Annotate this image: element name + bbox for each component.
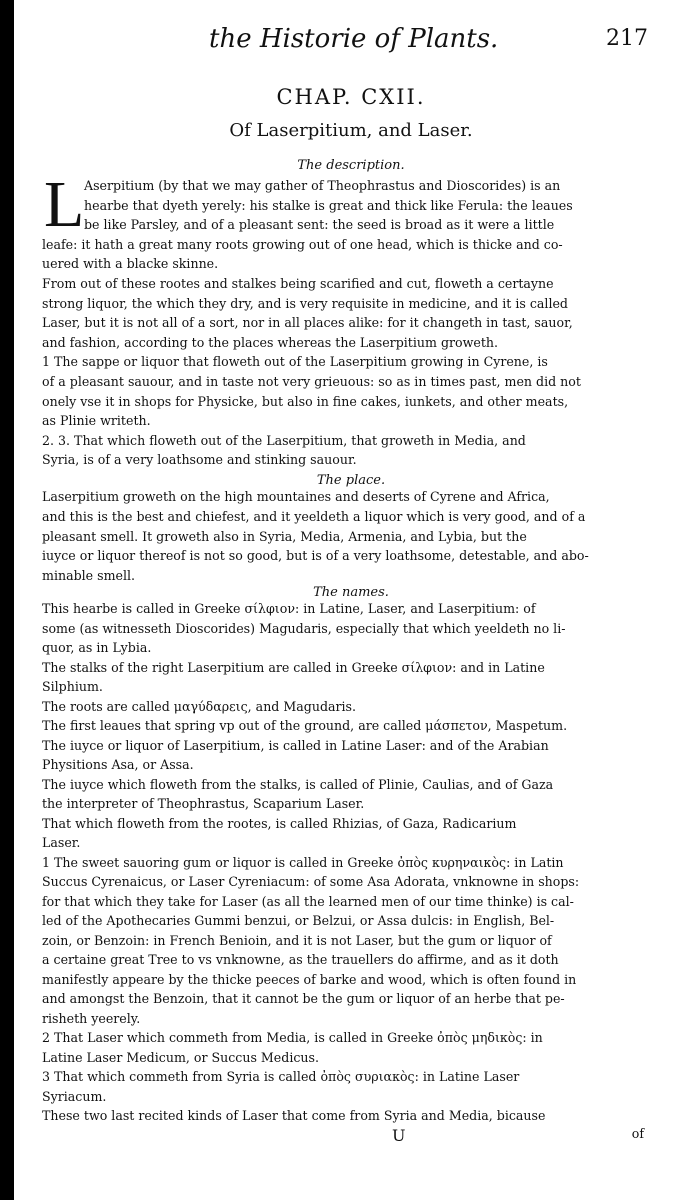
signature-mark: U: [392, 1126, 406, 1145]
text-line: as Plinie writeth.: [42, 413, 151, 429]
text-line: minable smell.: [42, 568, 136, 584]
text-line: Syria, is of a very loathsome and stinking sauour.: [42, 452, 357, 468]
page-number: 217: [606, 26, 648, 51]
text-line: for that which they take for Laser (as all the learned men of our time thinke) is cal-: [42, 893, 574, 909]
text-line: manifestly appeare by the thicke peeces of barke and wood, which is often found in: [42, 971, 577, 987]
text-line: The iuyce or liquor of Laserpitium, is called in Latine Laser: and of the Arabian: [42, 737, 549, 753]
text-line: The first leaues that spring vp out of the ground, are called μάσπετον, Maspetum.: [42, 718, 568, 733]
text-line: strong liquor, the which they dry, and is very requisite in medicine, and it is called: [42, 295, 568, 311]
running-title: the Historie of Plants.: [209, 24, 499, 54]
text-line: and amongst the Benzoin, that it cannot be the gum or liquor of an herbe that pe-: [42, 991, 565, 1006]
text-line: iuyce or liquor thereof is not so good, but is of a very loathsome, detestable, and abo-: [42, 548, 589, 564]
text-line: Laserpitium groweth on the high mountaines and deserts of Cyrene and Africa,: [42, 489, 550, 504]
text-line: The roots are called μαγύδαρεις, and Magudaris.: [42, 698, 357, 714]
text-line: and fashion, according to the places whereas the Laserpitium groweth.: [42, 334, 499, 350]
text-line: Succus Cyrenaicus, or Laser Cyreniacum: of some Asa Adorata, vnknowne in shops:: [42, 874, 580, 889]
text-line: leafe: it hath a great many roots growing out of one head, which is thicke and co-: [42, 236, 563, 252]
text-line: zoin, or Benzoin: in French Benioin, and it is not Laser, but the gum or liquor of: [42, 932, 552, 948]
text-line: The stalks of the right Laserpitium are called in Greeke σίλφιον: and in Latine: [42, 659, 545, 675]
book-page: [14, 0, 688, 1200]
drop-cap: L: [44, 168, 85, 241]
section-heading-names: The names.: [313, 585, 389, 600]
text-line: uered with a blacke skinne.: [42, 256, 219, 272]
section-heading-place: The place.: [316, 473, 386, 488]
text-line: and this is the best and chiefest, and it yeeldeth a liquor which is very good, and of a: [42, 508, 586, 524]
text-line: 2 That Laser which commeth from Media, is called in Greeke ὀπὸς μηδικὸς: in: [42, 1030, 543, 1045]
text-line: This hearbe is called in Greeke σίλφιον: in Latine, Laser, and Laserpitium: of: [42, 601, 536, 616]
page-header: [14, 24, 688, 58]
text-line: of a pleasant sauour, and in taste not very grieuous: so as in times past, men did not: [42, 374, 581, 389]
text-line: risheth yeerely.: [42, 1010, 141, 1026]
text-line: onely vse it in shops for Physicke, but also in fine cakes, iunkets, and other meats,: [42, 393, 569, 409]
chapter-title: Of Laserpitium, and Laser.: [229, 120, 473, 141]
text-line: That which floweth from the rootes, is called Rhizias, of Gaza, Radicarium: [42, 815, 517, 831]
text-line: Laser, but it is not all of a sort, nor in all places alike: for it changeth in tast, sauor,: [42, 315, 573, 331]
text-line: 2. 3. That which floweth out of the Laserpitium, that groweth in Media, and: [42, 432, 526, 448]
text-line: led of the Apothecaries Gummi benzui, or Belzui, or Assa dulcis: in English, Bel-: [42, 913, 555, 928]
chapter-number: CHAP. CXII.: [276, 85, 426, 109]
text-line: some (as witnesseth Dioscorides) Magudaris, especially that which yeeldeth no li-: [42, 620, 566, 636]
text-line: These two last recited kinds of Laser that come from Syria and Media, bicause: [42, 1108, 546, 1123]
text-line: Silphium.: [42, 679, 103, 694]
text-line: a certaine great Tree to vs vnknowne, as the trauellers do affirme, and as it doth: [42, 952, 559, 967]
text-line: quor, as in Lybia.: [42, 640, 152, 655]
text-line: Aserpitium (by that we may gather of Theophrastus and Dioscorides) is an: [84, 178, 561, 193]
text-line: the interpreter of Theophrastus, Scaparium Laser.: [42, 796, 365, 811]
text-line: From out of these rootes and stalkes being scarified and cut, floweth a certayne: [42, 276, 554, 291]
section-heading-description: The description.: [297, 158, 405, 173]
catchword: of: [631, 1126, 644, 1141]
text-line: Laser.: [42, 835, 81, 850]
text-line: The iuyce which floweth from the stalks, is called of Plinie, Caulias, and of Gaza: [42, 776, 554, 792]
text-line: Syriacum.: [42, 1088, 107, 1104]
text-line: 1 The sweet sauoring gum or liquor is called in Greeke ὀπὸς κυρηναικὸς: in Latin: [42, 854, 564, 870]
text-line: Physitions Asa, or Assa.: [42, 757, 194, 772]
text-line: pleasant smell. It groweth also in Syria, Media, Armenia, and Lybia, but the: [42, 528, 527, 544]
text-line: Latine Laser Medicum, or Succus Medicus.: [42, 1049, 319, 1065]
text-line: be like Parsley, and of a pleasant sent: the seed is broad as it were a little: [84, 217, 555, 233]
text-line: 3 That which commeth from Syria is called ὀπὸς συριακὸς: in Latine Laser: [42, 1069, 520, 1084]
text-line: hearbe that dyeth yerely: his stalke is great and thick like Ferula: the leaues: [84, 197, 573, 213]
text-line: 1 The sappe or liquor that floweth out of the Laserpitium growing in Cyrene, is: [42, 354, 548, 370]
